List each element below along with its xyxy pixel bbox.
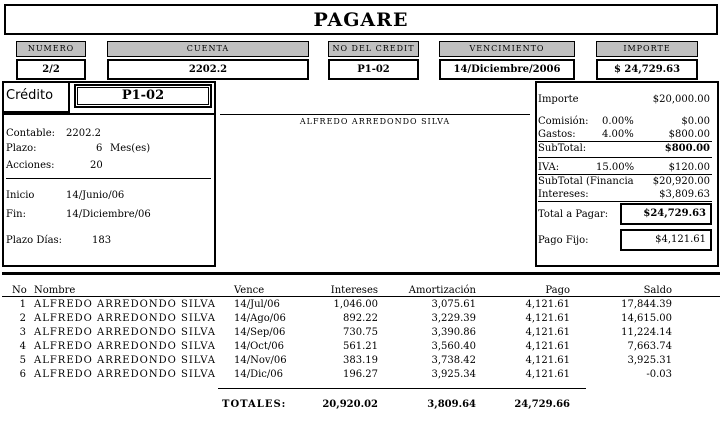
cell-amortizacion: 3,075.61 (431, 299, 476, 310)
cell-nombre: ALFREDO ARREDONDO SILVA (34, 313, 216, 324)
cell-intereses: 892.22 (343, 313, 378, 324)
inicio-label: Inicio (6, 190, 35, 201)
cell-intereses: 196.27 (343, 369, 378, 380)
total-label: Total a Pagar: (538, 209, 609, 220)
pago-fijo-value: $4,121.61 (620, 229, 712, 251)
cell-pago: 4,121.61 (525, 341, 570, 352)
cell-pago: 4,121.61 (525, 369, 570, 380)
comision-value: $0.00 (681, 116, 710, 127)
table-row (0, 368, 722, 381)
iva-value: $120.00 (668, 162, 710, 173)
importe-label: IMPORTE (596, 41, 698, 57)
cell-saldo: 14,615.00 (621, 313, 672, 324)
total-intereses: 20,920.02 (322, 399, 378, 410)
nodel-credit-value: P1-02 (328, 59, 419, 80)
document-title: PAGARE (4, 4, 718, 35)
plazo-label: Plazo: (6, 143, 37, 154)
table-row (0, 354, 722, 367)
cell-vence: 14/Oct/06 (234, 341, 285, 352)
comision-pct: 0.00% (602, 116, 634, 127)
table-top-rule (2, 272, 720, 275)
cell-nombre: ALFREDO ARREDONDO SILVA (34, 341, 216, 352)
cuenta-value: 2202.2 (107, 59, 309, 80)
acciones-label: Acciones: (6, 160, 55, 171)
cell-nombre: ALFREDO ARREDONDO SILVA (34, 327, 216, 338)
contable-value: 2202.2 (66, 128, 101, 139)
col-no-header: No (12, 285, 27, 296)
plazo-value: 6 (96, 143, 103, 154)
cell-pago: 4,121.61 (525, 313, 570, 324)
iva-rule (538, 157, 712, 158)
total-value: $24,729.63 (620, 203, 712, 225)
cell-nombre: ALFREDO ARREDONDO SILVA (34, 299, 216, 310)
cell-no: 6 (19, 369, 26, 380)
cell-saldo: -0.03 (646, 369, 672, 380)
numero-value: 2/2 (16, 59, 86, 80)
cell-amortizacion: 3,925.34 (431, 369, 476, 380)
nodel-credit-label: NO DEL CREDIT (328, 41, 419, 57)
iva-label: IVA: (538, 162, 560, 173)
total-amortizacion: 3,809.64 (427, 399, 476, 410)
plazo-unit: Mes(es) (110, 143, 151, 154)
vencimiento-value: 14/Diciembre/2006 (439, 59, 575, 80)
importe-value: $ 24,729.63 (596, 59, 698, 80)
cell-saldo: 17,844.39 (621, 299, 672, 310)
client-name: ALFREDO ARREDONDO SILVA (299, 117, 451, 126)
col-nombre-header: Nombre (34, 285, 76, 296)
cell-amortizacion: 3,229.39 (431, 313, 476, 324)
inicio-value: 14/Junio/06 (66, 190, 125, 201)
cell-intereses: 383.19 (343, 355, 378, 366)
subtotal-fin-label: SubTotal (Financia (538, 176, 634, 187)
cell-saldo: 7,663.74 (627, 341, 672, 352)
cell-intereses: 730.75 (343, 327, 378, 338)
contable-label: Contable: (6, 128, 55, 139)
numero-label: NUMERO (16, 41, 86, 57)
total-rule (538, 201, 712, 202)
cell-saldo: 11,224.14 (621, 327, 672, 338)
gastos-pct: 4.00% (602, 129, 634, 140)
credito-label: Crédito (6, 88, 54, 103)
cell-nombre: ALFREDO ARREDONDO SILVA (34, 355, 216, 366)
iva-pct: 15.00% (596, 162, 635, 173)
totals-row (0, 398, 722, 411)
col-intereses-header: Intereses (330, 285, 378, 296)
credito-divider (2, 113, 216, 115)
fin-value: 14/Diciembre/06 (66, 209, 151, 220)
pago-fijo-label: Pago Fijo: (538, 235, 589, 246)
subtotal-rule (538, 141, 712, 142)
gastos-label: Gastos: (538, 129, 576, 140)
cell-no: 5 (19, 355, 26, 366)
importe-summary-label: Importe (538, 94, 579, 105)
table-header-rule (2, 296, 720, 297)
fin-label: Fin: (6, 209, 26, 220)
subtotal-label: SubTotal: (538, 143, 587, 154)
col-saldo-header: Saldo (643, 285, 672, 296)
subtotal-fin-value: $20,920.00 (652, 176, 710, 187)
total-pago: 24,729.66 (514, 399, 570, 410)
acciones-value: 20 (90, 160, 103, 171)
cell-no: 3 (19, 327, 26, 338)
cell-vence: 14/Jul/06 (234, 299, 280, 310)
totals-rule (218, 388, 586, 389)
cell-amortizacion: 3,560.40 (431, 341, 476, 352)
cell-no: 2 (19, 313, 26, 324)
table-row (0, 340, 722, 353)
cuenta-label: CUENTA (107, 41, 309, 57)
table-row (0, 326, 722, 339)
cell-intereses: 1,046.00 (333, 299, 378, 310)
intereses-label: Intereses: (538, 189, 589, 200)
cell-amortizacion: 3,390.86 (431, 327, 476, 338)
subtotal-value: $800.00 (664, 143, 710, 154)
comision-label: Comisión: (538, 116, 589, 127)
col-amortizacion-header: Amortización (408, 285, 476, 296)
plazo-dias-label: Plazo Días: (6, 235, 63, 246)
col-vence-header: Vence (234, 285, 265, 296)
client-name-rule (220, 114, 530, 115)
table-row (0, 312, 722, 325)
cell-vence: 14/Ago/06 (234, 313, 286, 324)
cell-intereses: 561.21 (343, 341, 378, 352)
intereses-value: $3,809.63 (659, 189, 710, 200)
totals-label: TOTALES: (222, 399, 287, 410)
cell-pago: 4,121.61 (525, 299, 570, 310)
cell-amortizacion: 3,738.42 (431, 355, 476, 366)
cell-no: 4 (19, 341, 26, 352)
cell-vence: 14/Dic/06 (234, 369, 284, 380)
cell-vence: 14/Nov/06 (234, 355, 287, 366)
cell-pago: 4,121.61 (525, 355, 570, 366)
cell-nombre: ALFREDO ARREDONDO SILVA (34, 369, 216, 380)
subtotal-fin-rule (538, 174, 712, 175)
cell-no: 1 (19, 299, 26, 310)
plazo-dias-value: 183 (92, 235, 112, 246)
credito-value: P1-02 (74, 84, 212, 108)
cell-saldo: 3,925.31 (627, 355, 672, 366)
cell-vence: 14/Sep/06 (234, 327, 286, 338)
vencimiento-label: VENCIMIENTO (439, 41, 575, 57)
table-row (0, 298, 722, 311)
col-pago-header: Pago (545, 285, 570, 296)
cell-pago: 4,121.61 (525, 327, 570, 338)
credito-inner-divider (6, 178, 211, 179)
importe-summary-value: $20,000.00 (652, 94, 710, 105)
gastos-value: $800.00 (668, 129, 710, 140)
